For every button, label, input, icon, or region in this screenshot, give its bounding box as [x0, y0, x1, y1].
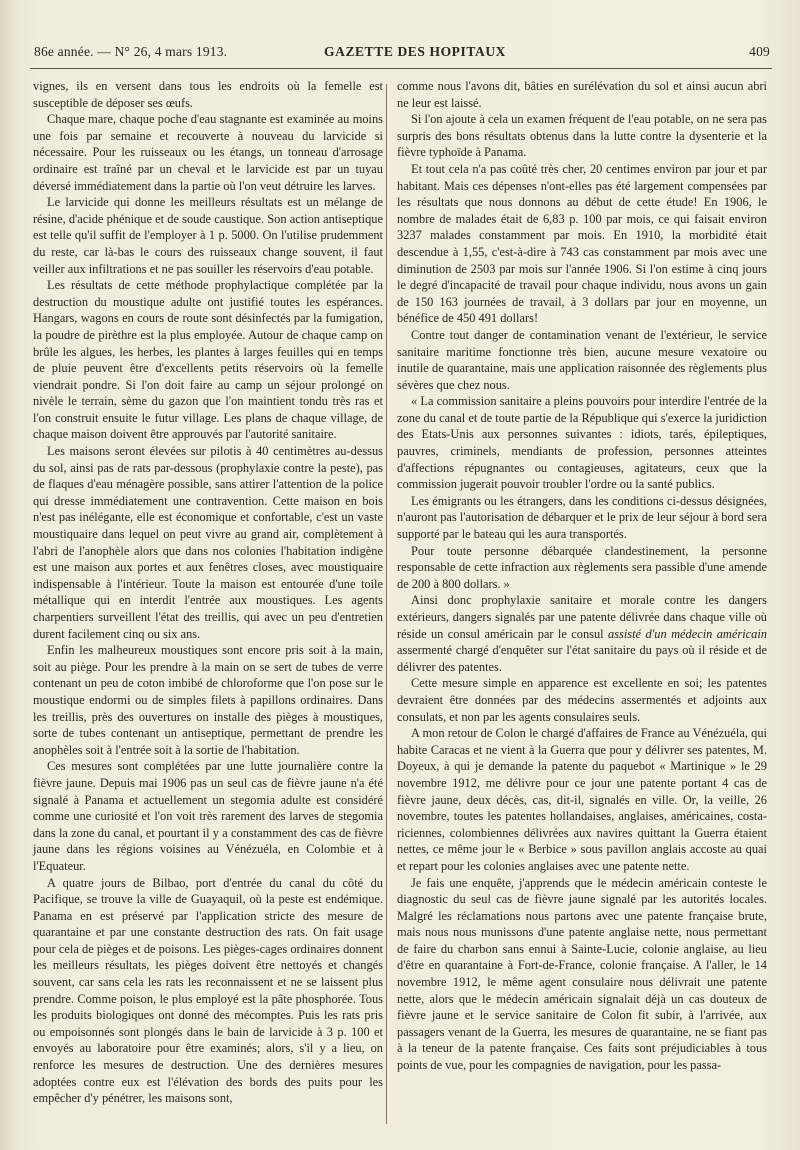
right-column [397, 78, 767, 1074]
paragraph: Les maisons seront élevées sur pilotis à 40 centimètres au-dessus du sol, ainsi pas de rats par-dessous (prophylaxie contre la peste), pas de flaques d'eau ménagère possible, sans attirer l'attention de la police qui dresse immédiatement une contravention. Cette maison en bois n'est pas inélégante, elle est économique et confortable, c'est un vaste moustiquaire dans lequel on peut vivre au grand air, complètement à l'abri de l'anophèle alors que dans nos colonies l'habitation indigène est une maison aux portes et aux fenêtres closes, avec moustiquaire indispensable à l'intérieur. Toute la maison est entourée d'une toile métallique qui en interdit l'entrée aux moustiques. Les agents charpentiers surveillent l'état des treillis, qui avec un peu d'entretien durent facilement cinq ou six ans. [33, 444, 383, 641]
paragraph: Le larvicide qui donne les meilleurs résultats est un mélange de résine, d'acide phénique et de soude caustique. Son action antiseptique est telle qu'il suffit de l'employer à 1 p. 5000. On l'utilise prudemment du reste, car là-bas le cours des ruisseaux change souvent, il faut veiller aux infiltrations et ne pas souiller les réservoirs d'eau potable. [33, 195, 383, 276]
page-number: 409 [749, 44, 770, 59]
paragraph: Chaque mare, chaque poche d'eau stagnante est examinée au moins une fois par semaine et recouverte à nouveau du larvicide si nécessaire. Pour les ruisseaux ou les étangs, un tonneau d'arrosage ordinaire est traîné par un cheval et le larvicide est par un tuyau déversé immédiatement dans la partie où l'on veut détruire les larves. [33, 112, 383, 193]
paragraph-with-emphasis [397, 592, 767, 675]
paragraph: vignes, ils en versent dans tous les endroits où la femelle est susceptible de déposer ses œufs. [33, 79, 383, 110]
paragraph: Et tout cela n'a pas coûté très cher, 20 centimes environ par jour et par habitant. Mais ces dépenses n'ont-elles pas été largement compensées par les résultats que nous donnons au début de cette étude! En 1906, le nombre de malades était de 6,83 p. 100 par mois, ce qui faisait environ 3237 malades constamment par mois. En 1910, la morbidité était descendue à 1,55, c'est-à-dire à 743 cas constamment par mois avec une diminution de 2503 par mois sur l'année 1906. Si l'on estime à cinq jours le degré d'incapacité de travail pour chaque individu, nous avons un gain de 150 163 journées de travail, à 3 dollars par jour en moyenne, un bénéfice de 450 491 dollars! [397, 161, 767, 326]
emphasis-text: assisté d'un médecin américain [608, 626, 767, 641]
text-run: assermenté chargé d'enquêter sur l'état sanitaire du pays où il réside et de délivrer des patentes. [397, 643, 767, 674]
paragraph: Si l'on ajoute à cela un examen fréquent de l'eau potable, on ne sera pas surpris des bons résultats obtenus dans la lutte contre la dysenterie et la fièvre typhoïde à Panama. [397, 112, 767, 160]
text-run: Ainsi donc prophylaxie sanitaire et morale contre les dangers extérieurs, dangers signalés par une patente délivrée dans chaque ville où réside un consul américain par le consul [397, 593, 767, 641]
paragraph: Je fais une enquête, j'apprends que le médecin américain conteste le diagnostic du seul cas de fièvre jaune signalé par les autorités locales. Malgré les réclamations nous partons avec une patente française brute, mais nous nous munissons d'une patente anglaise nette, nous permettant de faire du charbon sans ennui à Sainte-Lucie, colonie anglaise, au lieu d'être en quarantaine à Fort-de-France, colonie française. A l'aller, le 14 novembre 1912, le même agent consulaire nous délivrait une patente nette, alors que le médecin américain signalait déjà un cas douteux de fièvre jaune et le service sanitaire de Colon fit subir, à l'arrivée, aux passagers venant de la Guerra, les mesures de quarantaine, ne se fiant pas à la teneur de la patente française. Ces faits sont préjudiciables à tous points de vue, pour les compagnies de navigation, pour les passa- [397, 875, 767, 1073]
column-divider [386, 84, 387, 1124]
journal-title: GAZETTE DES HOPITAUX [324, 44, 507, 59]
quote-paragraph: Les émigrants ou les étrangers, dans les conditions ci-dessus désignées, n'auront pas l'autorisation de débarquer et le prix de leur séjour à bord sera supporté par le bateau qui les aura transportés. [397, 493, 767, 542]
issue-info: 86e année. — N° 26, 4 mars 1913. [34, 44, 228, 59]
paragraph: Les résultats de cette méthode prophylactique complétée par la destruction du moustique adulte ont justifié toutes les espérances. Hangars, wagons en cours de route sont désinfectés par la fumigation, la poudre de pirèthre est la plus employée. Autour de chaque camp on brûle les algues, les herbes, les plantes à larges feuilles qui en temps de pluie peuvent être d'excellents petits réservoirs où la femelle viendrait pondre. Si l'on doit faire au camp un séjour prolongé on nivèle le terrain, sème du gazon que l'on maintient tondu très ras et l'on construit ensuite le futur village. Les plans de chaque village, de chaque maison doivent être approuvés par l'autorité sanitaire. [33, 278, 383, 442]
paragraph: A quatre jours de Bilbao, port d'entrée du canal du côté du Pacifique, se trouve la ville de Guayaquil, où la peste est endémique. Panama en est préservé par l'application stricte des mesure de quarantaine et par une constante destruction des rats. On fait usage pour cela de pièges et de poisons. Les pièges-cages ordinaires donnent les meilleurs résultats, les pièges doivent être nettoyés et changés souvent, car sans cela les rats les reconnaissent et ne se laissent plus prendre. Comme poison, le plus employé est la pâte phosphorée. Tous les produits biologiques ont donné des mécomptes. Puis les rats pris ou empoisonnés sont plongés dans le bain de larvicide à 3 p. 100 et envoyés au laboratoire pour être examinés; alors, s'il y a lieu, on renforce les mesures de destruction. Une des dernières mesures adoptées contre eux est l'élévation des bords des puits pour les empêcher d'y pénétrer, les maisons sont, [33, 875, 383, 1106]
page-header [34, 44, 770, 68]
paragraph: Cette mesure simple en apparence est excellente en soi; les patentes devraient être données par des médecins assermentés et adjoints aux consulats, et non par les agents consulaires seuls. [397, 676, 767, 724]
paragraph: Ces mesures sont complétées par une lutte journalière contre la fièvre jaune. Depuis mai 1906 pas un seul cas de fièvre jaune n'a été signalé à Panama et actuellement un stegomia adulte est considéré comme une curiosité et l'on voit très rarement des larves de stegomia dans la zone du canal, et pourtant il y a constamment des cas de fièvre jaune dans les régions voisines au Vénézuéla, en Colombie et à l'Equateur. [33, 759, 383, 873]
paragraph: A mon retour de Colon le chargé d'affaires de France au Vénézuéla, qui habite Caracas et ne vient à la Guerra que pour y délivrer ses patentes, M. Doyeux, à qui je demande la patente du paquebot « Martinique » le 29 novembre 1912, me délivre pour ce jour une patente portant 4 cas de fièvre jaune, deux décès, cas, dit-il, signalés en ville. Or, la veille, 26 novembre, toutes les patentes hollandaises, anglaises, américaines, costa-riciennes, colombiennes délivrées aux navires quittant la Guerra étaient nettes, ce même jour le « Berbice » sous pavillon anglais accoste au quai et repart pour les colonies anglaises avec une patente nette. [397, 726, 767, 873]
header-rule [30, 68, 772, 69]
paragraph: Contre tout danger de contamination venant de l'extérieur, le service sanitaire maritime fonctionne très bien, aucune mesure vexatoire ou inutile de quarantaine, mais une application raisonnée des règlements plus sévères que chez nous. [397, 327, 767, 392]
quote-paragraph: « La commission sanitaire a pleins pouvoirs pour interdire l'entrée de la zone du canal et de toute partie de la République qui s'exerce la juridiction des Etats-Unis aux personnes suivantes : idiots, tarés, épileptiques, pauvres, criminels, mendiants de profession, personnes atteintes d'affections répugnantes ou contagieuses, agitateurs, ceux que la commission jugerait pouvoir troubler l'ordre ou la santé publics. [397, 394, 767, 492]
quote-paragraph: Pour toute personne débarquée clandestinement, la personne responsable de cette infraction aux règlements sera passible d'une amende de 200 à 800 dollars. » [397, 543, 767, 591]
paragraph: Enfin les malheureux moustiques sont encore pris soit à la main, soit au piège. Pour les prendre à la main on se sert de tubes de verre contenant un peu de coton imbibé de chloroforme que l'on pose sur le moustique endormi ou de simples filets à papillons ordinaires. Dans les treillis, près des ouvertures on installe des pièges à moustiques, sorte de tubes contenant un antiseptique, permettant de prendre les anophèles soit à l'entrée soit à la sortie de l'habitation. [33, 643, 383, 757]
paragraph: comme nous l'avons dit, bâties en surélévation du sol et ainsi aucun abri ne leur est laissé. [397, 79, 767, 110]
left-column [33, 78, 383, 1107]
